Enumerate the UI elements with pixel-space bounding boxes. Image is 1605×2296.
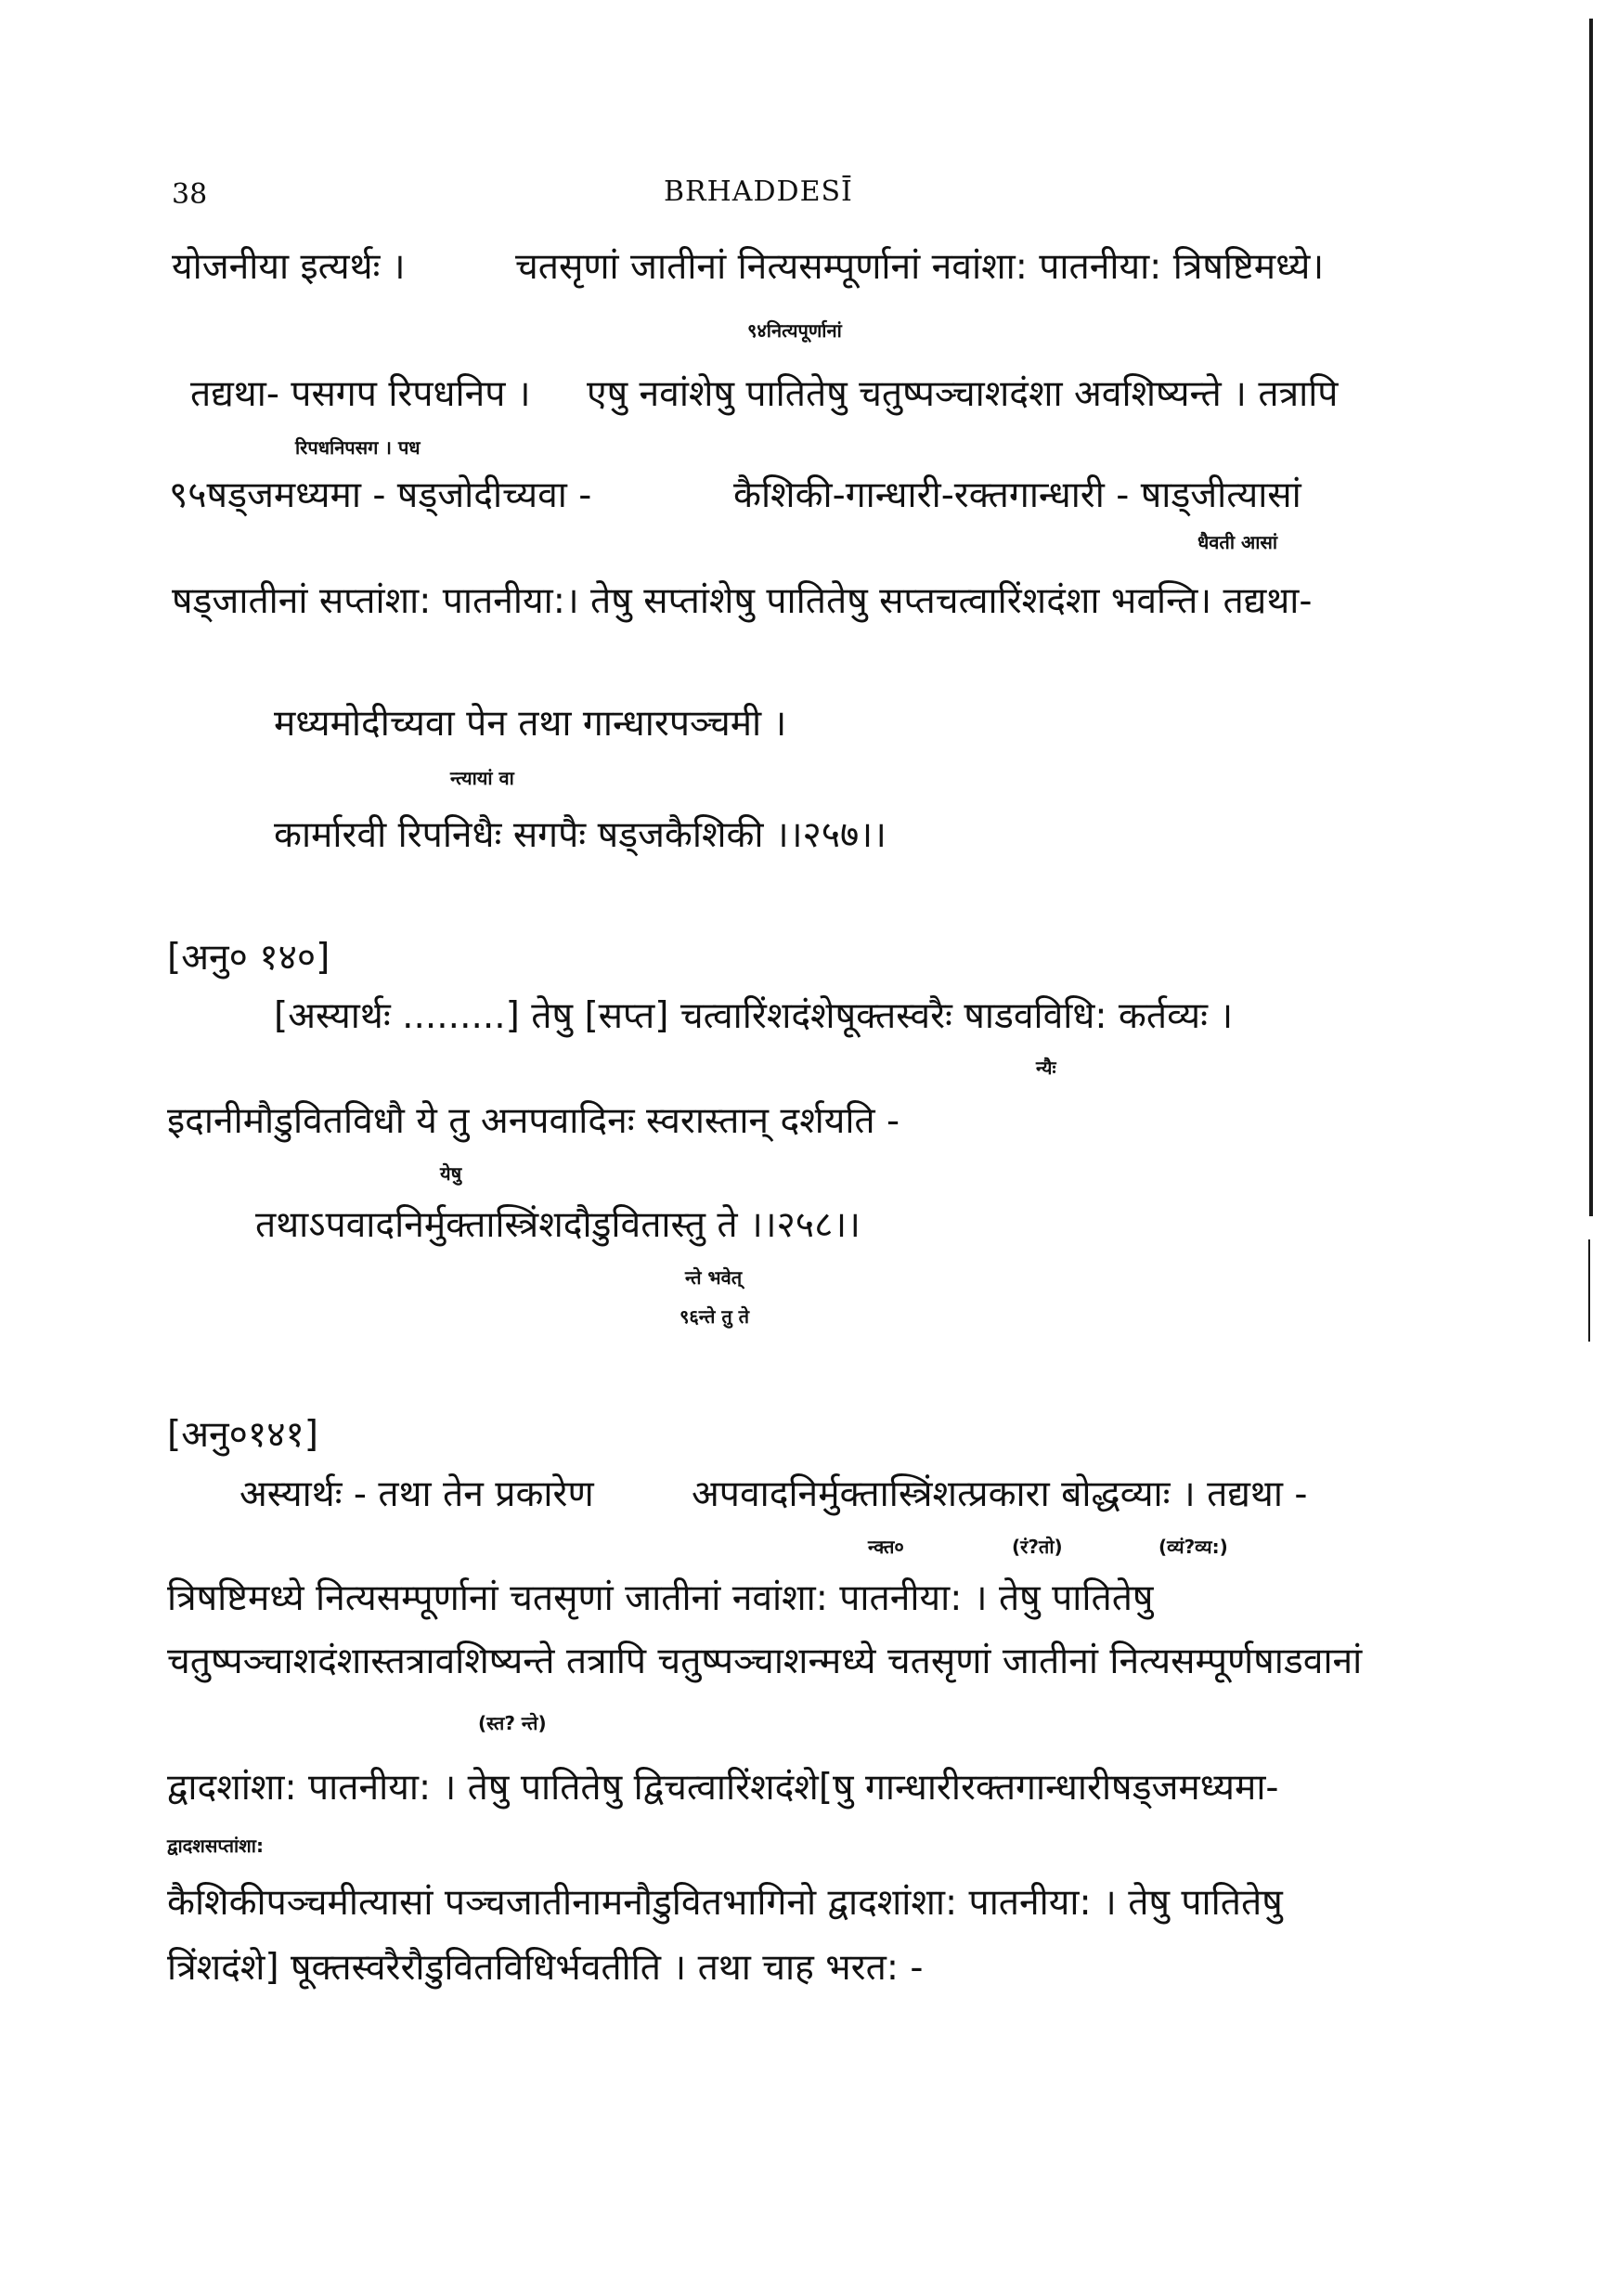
footnote-variant: (रं?तो) (1012, 1536, 1063, 1558)
text-line: त्रिषष्टिमध्ये नित्यसम्पूर्णानां चतसृणां जातीनां नवांशा: पातनीया: । तेषु पातितेषु (167, 1577, 1154, 1619)
text-line: त्रिंशदंशे] षूक्तस्वरैरौडुवितविधिर्भवतीति । तथा चाह भरत: - (167, 1947, 924, 1989)
footnote-variant: ९४नित्यपूर्णानां (747, 319, 842, 342)
text-line: कैशिकीपञ्चमीत्यासां पञ्चजातीनामनौडुवितभागिनो द्वादशांशा: पातनीया: । तेषु पातितेषु (167, 1882, 1283, 1924)
text-line: षड्जातीनां सप्तांशा: पातनीया:। तेषु सप्तांशेषु पातितेषु सप्तचत्वारिंशदंशा भवन्ति। तद्यथा- (172, 580, 1313, 622)
section-marker: [अनु० १४०] (167, 937, 330, 979)
text-line: ९५षड्जमध्यमा - षड्जोदीच्यवा - (169, 474, 592, 516)
text-line: चतुष्पञ्चाशदंशास्तत्रावशिष्यन्ते तत्रापि चतुष्पञ्चाशन्मध्ये चतसृणां जातीनां नित्यसम्पूर्णषाडवानां (167, 1641, 1363, 1682)
footnote-variant: न्यैः (1036, 1057, 1056, 1079)
verse-line: तथाऽपवादनिर्मुक्तास्त्रिंशदौडुवितास्तु ते ।।२५८।। (255, 1204, 861, 1246)
footnote-variant: रिपधनिपसग । पध (295, 436, 421, 459)
footnote-variant: ९६न्ते तु ते (680, 1305, 750, 1328)
text-line: द्वादशांशा: पातनीया: । तेषु पातितेषु द्विचत्वारिंशदंशे[षु गान्धारीरक्तगान्धारीषड्जमध्यमा- (167, 1767, 1279, 1809)
scan-edge-mark (1588, 1239, 1590, 1342)
text-line: तद्यथा- पसगप रिपधनिप । (190, 373, 531, 415)
text-line: एषु नवांशेषु पातितेषु चतुष्पञ्चाशदंशा अवशिष्यन्ते । तत्रापि (587, 373, 1339, 415)
text-line: चतसृणां जातीनां नित्यसम्पूर्णानां नवांशा: पातनीया: त्रिषष्टिमध्ये। (515, 246, 1325, 288)
text-line: कैशिकी-गान्धारी-रक्तगान्धारी - षाड्जीत्यासां (733, 474, 1301, 516)
text-line: योजनीया इत्यर्थः । (172, 246, 406, 288)
text-line: [अस्यार्थः .........] तेषु [सप्त] चत्वारिंशदंशेषूक्तस्वरैः षाडवविधि: कर्तव्यः । (274, 995, 1234, 1037)
footnote-variant: द्वादशसप्तांशा: (167, 1835, 264, 1857)
footnote-variant: (स्त? न्ते) (478, 1712, 547, 1734)
verse-line: कार्मारवी रिपनिधैः सगपैः षड्जकैशिकी ।।२५७।। (274, 814, 887, 856)
verse-line: मध्यमोदीच्यवा पेन तथा गान्धारपञ्चमी । (274, 703, 787, 745)
text-line: अस्यार्थः - तथा तेन प्रकारेण (239, 1473, 594, 1515)
footnote-variant: न्ते भवेत् (685, 1266, 743, 1289)
running-title: BRHADDESĪ (664, 175, 853, 208)
footnote-variant: धैवती आसां (1197, 531, 1278, 553)
footnote-variant: न्क्त० (868, 1536, 904, 1558)
text-line: अपवादनिर्मुक्तास्त्रिंशत्प्रकारा बोद्धव्याः । तद्यथा - (692, 1473, 1308, 1515)
footnote-variant: येषु (440, 1162, 462, 1185)
page-number: 38 (172, 178, 208, 211)
section-marker: [अनु०१४१] (167, 1414, 318, 1456)
footnote-variant: न्त्यायां वा (450, 767, 514, 789)
scan-edge-mark (1589, 19, 1593, 1216)
footnote-variant: (व्यं?व्य:) (1158, 1536, 1228, 1558)
text-line: इदानीमौडुवितविधौ ये तु अनपवादिनः स्वरास्तान् दर्शयति - (167, 1100, 900, 1142)
